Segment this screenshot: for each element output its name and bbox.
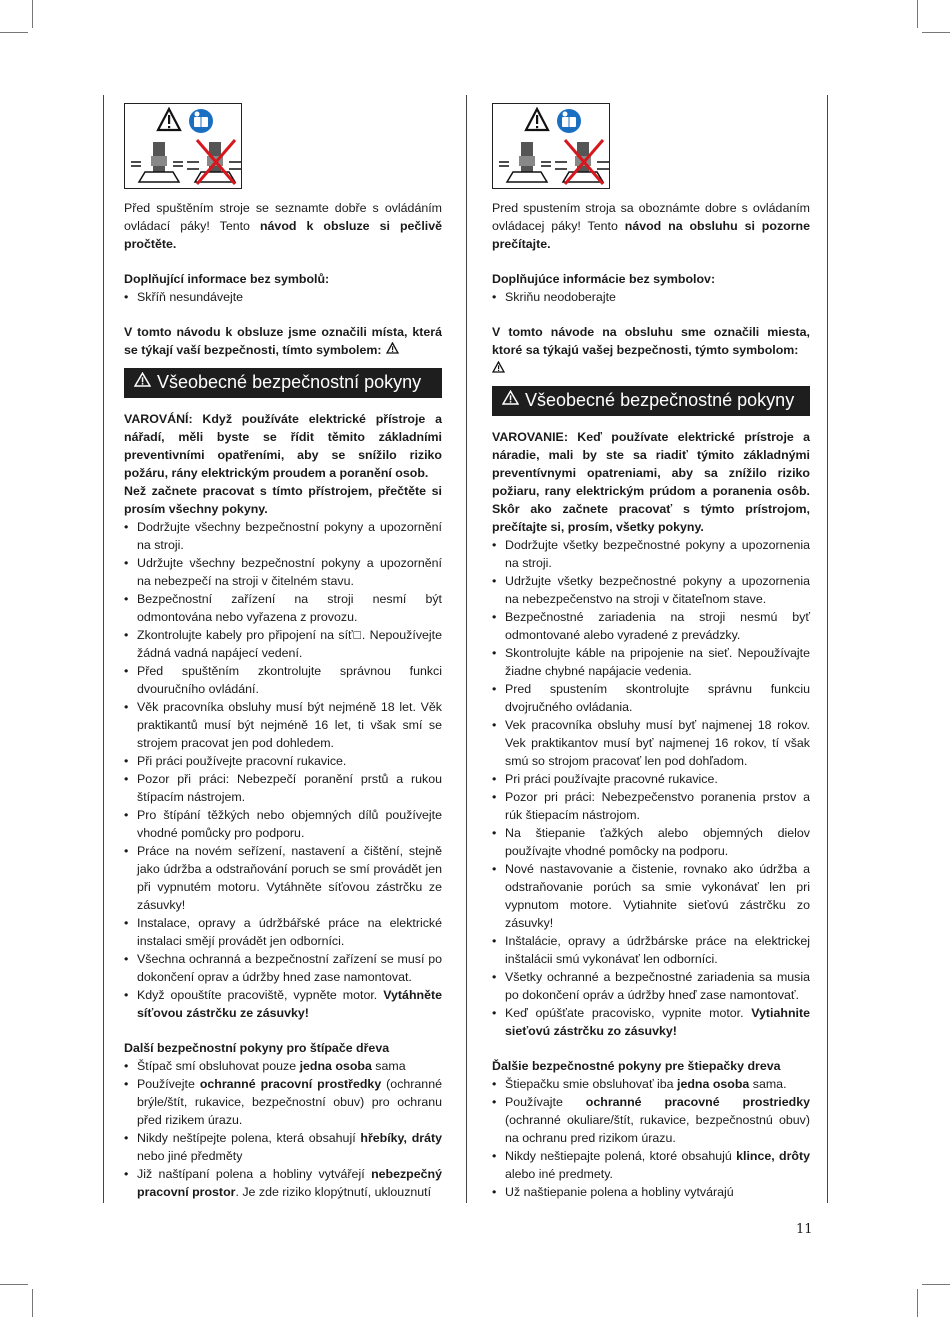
crop-mark [917, 1289, 918, 1317]
list-item: • Skříň nesundávejte [124, 290, 244, 304]
warning-triangle-icon [502, 385, 519, 413]
symbol-note: V tomto návodu k obsluze jsme označili místa, která se týkají vaší bezpečnosti, tímto symbolem: [124, 325, 442, 357]
safety-pictogram-icon [493, 104, 611, 190]
safety-pictogram-icon [125, 104, 243, 190]
list-item: • Věk pracovníka obsluhy musí být nejméně 18 let. Věk praktikantů musí být nejméně 16 let, ti však smí se strojem pracovat jen pod dohledem. [124, 699, 442, 750]
safety-pictogram [492, 103, 610, 189]
safety-pictogram [124, 103, 242, 189]
list-item: • Instalace, opravy a údržbářské práce na elektrické instalaci smějí provádět jen odborníci. [124, 915, 442, 948]
section-header: Všeobecné bezpečnostné pokyny [492, 386, 810, 416]
column-rule-middle [466, 95, 467, 1203]
list-item: • Inštalácie, opravy a údržbárske práce na elektrickej inštalácii smú vykonávať len odborníci. [492, 933, 810, 966]
warning-triangle-icon [134, 367, 151, 395]
page-number: 11 [796, 1222, 813, 1237]
column-rule-left [103, 95, 104, 1203]
safety-list [124, 518, 442, 1022]
list-item: • Používajte ochranné pracovné prostriedky (ochranné okuliare/štít, rukavice, bezpečnostnú obuv) na ochranu pred rizikom úrazu. [492, 1094, 810, 1145]
list-item: • Dodržujte všechny bezpečnostní pokyny a upozornění na stroji. [124, 519, 442, 552]
list-item: • Nové nastavovanie a čistenie, rovnako ako údržba a odstraňovanie porúch sa smie vykonávať len pri vypnutom motore. Vytiahnite sieťovú zástrčku zo zásuvky! [492, 861, 810, 930]
list-item: • Při práci používejte pracovní rukavice. [124, 753, 347, 768]
crop-mark [0, 32, 28, 33]
list-item: • Všetky ochranné a bezpečnostné zariadenia sa musia po dokončení opráv a údržby hneď zase namontovať. [492, 969, 810, 1002]
list-item: • Bezpečnostní zařízení na stroji nesmí být odmontována nebo vyřazena z provozu. [124, 591, 442, 624]
right-column [492, 103, 810, 1201]
symbol-note: V tomto návode na obsluhu sme označili miesta, ktoré sa týkajú vašej bezpečnosti, týmto symbolom: [492, 323, 810, 378]
warning-triangle-icon [386, 341, 399, 359]
list-item: • Skontrolujte káble na pripojenie na sieť. Nepoužívajte žiadne chybné napájacie vedenia. [492, 645, 810, 678]
crop-mark [0, 1284, 28, 1285]
column-rule-right [827, 95, 828, 1203]
further-safety-title: Ďalšie bezpečnostné pokyny pre štiepačky dreva [492, 1058, 781, 1073]
additional-info-title: Doplňujúce informácie bez symbolov: [492, 272, 716, 286]
further-safety-list [492, 1075, 810, 1201]
list-item: • Keď opúšťate pracovisko, vypnite motor. Vytiahnite sieťovú zástrčku zo zásuvky! [492, 1005, 810, 1038]
list-item: • Již naštípaní polena a hobliny vytvářejí nebezpečný pracovní prostor. Je zde riziko klopýtnutí, uklouznutí [124, 1166, 442, 1199]
list-item: • Všechna ochranná a bezpečnostní zařízení se musí po dokončení oprav a údržby hned zase namontovat. [124, 951, 442, 984]
list-item: • Bezpečnostné zariadenia na stroji nesmú byť odmontované alebo vyradené z prevádzky. [492, 609, 810, 642]
list-item: • Pred spustením skontrolujte správnu funkciu dvojručného ovládania. [492, 681, 810, 714]
read-instructions: Než začnete pracovat s tímto přístrojem, přečtěte si prosím všechny pokyny. [124, 483, 442, 516]
crop-mark [32, 1289, 33, 1317]
list-item: • Na štiepanie ťažkých alebo objemných dielov používajte vhodné pomôcky na podporu. [492, 825, 810, 858]
list-item: • Udržujte všechny bezpečnostní pokyny a upozornění na nebezpečí na stroji v čitelném stavu. [124, 555, 442, 588]
list-item: • Štiepačku smie obsluhovať iba jedna osoba sama. [492, 1076, 787, 1091]
list-item: • Vek pracovníka obsluhy musí byť najmenej 18 rokov. Vek praktikantov musí byť najmenej 16 rokov, tí však smú so strojom pracovať len pod dohľadom. [492, 717, 810, 768]
further-safety-title: Další bezpečnostní pokyny pro štípače dřeva [124, 1040, 390, 1055]
list-item: • Pozor pri práci: Nebezpečenstvo poranenia prstov a rúk štiepacím nástrojom. [492, 789, 810, 822]
crop-mark [917, 0, 918, 28]
list-item: • Pozor při práci: Nebezpečí poranění prstů a rukou štípacím nástrojem. [124, 771, 442, 804]
list-item: • Skriňu neodoberajte [492, 290, 616, 304]
left-column [124, 103, 442, 1201]
crop-mark [922, 32, 950, 33]
list-item: • Před spuštěním zkontrolujte správnou funkci dvouručního ovládání. [124, 663, 442, 696]
list-item: • Když opouštíte pracoviště, vypněte motor. Vytáhněte síťovou zástrčku ze zásuvky! [124, 987, 442, 1020]
additional-info-title: Doplňující informace bez symbolů: [124, 272, 330, 286]
list-item: • Práce na novém seřízení, nastavení a čištění, stejně jako údržba a odstraňování poruch se smí provádět jen při vypnutém motoru. Vytáhněte síťovou zástrčku ze zásuvky! [124, 843, 442, 912]
list-item: • Štípač smí obsluhovat pouze jedna osoba sama [124, 1058, 406, 1073]
list-item: • Pri práci používajte pracovné rukavice. [492, 771, 718, 786]
crop-mark [32, 0, 33, 28]
list-item: • Pro štípání těžkých nebo objemných dílů používejte vhodné pomůcky pro podporu. [124, 807, 442, 840]
list-item: • Dodržujte všetky bezpečnostné pokyny a upozornenia na stroji. [492, 537, 810, 570]
intro-text: Před spuštěním stroje se seznamte dobře s ovládáním ovládací páky! Tento návod k obsluze si pečlivě pročtěte. [124, 201, 442, 251]
list-item: • Používejte ochranné pracovní prostředky (ochranné brýle/štít, rukavice, bezpečnostní obuv) pro ochranu před rizikem úrazu. [124, 1076, 442, 1127]
intro-text: Pred spustením stroja sa oboznámte dobre s ovládaním ovládacej páky! Tento návod na obsluhu si pozorne prečítajte. [492, 201, 810, 251]
warning-text: VAROVANIE: Keď používate elektrické prístroje a náradie, mali by ste sa riadiť týmito základnými preventívnymi opatreniami, aby sa znížilo riziko požiaru, rany elektrickým prúdom a poranenia osôb. Skôr ako začnete pracovať s týmto prístrojom, prečítajte si, prosím, všetky pokyny. [492, 429, 810, 534]
crop-mark [922, 1284, 950, 1285]
warning-text: VAROVÁNÍ: Když používáte elektrické přístroje a nářadí, měli byste se řídit těmito základními preventivními opatřeními, aby se snížilo riziko požáru, rány elektrickým proudem a poranění osob. [124, 411, 442, 480]
further-safety-list [124, 1057, 442, 1201]
list-item: • Udržujte všetky bezpečnostné pokyny a upozornenia na nebezpečenstvo na stroji v čitateľnom stave. [492, 573, 810, 606]
list-item: • Nikdy neštiepajte polená, ktoré obsahujú klince, drôty alebo iné predmety. [492, 1148, 810, 1181]
list-item: • Už naštiepanie polena a hobliny vytvárajú [492, 1184, 734, 1199]
safety-list [492, 536, 810, 1040]
list-item: • Zkontrolujte kabely pro připojení na síť□. Nepoužívejte žádná vadná napájecí vedení. [124, 627, 442, 660]
section-header: Všeobecné bezpečnostní pokyny [124, 368, 442, 398]
warning-triangle-icon [492, 360, 505, 378]
list-item: • Nikdy neštípejte polena, která obsahují hřebíky, dráty nebo jiné předměty [124, 1130, 442, 1163]
